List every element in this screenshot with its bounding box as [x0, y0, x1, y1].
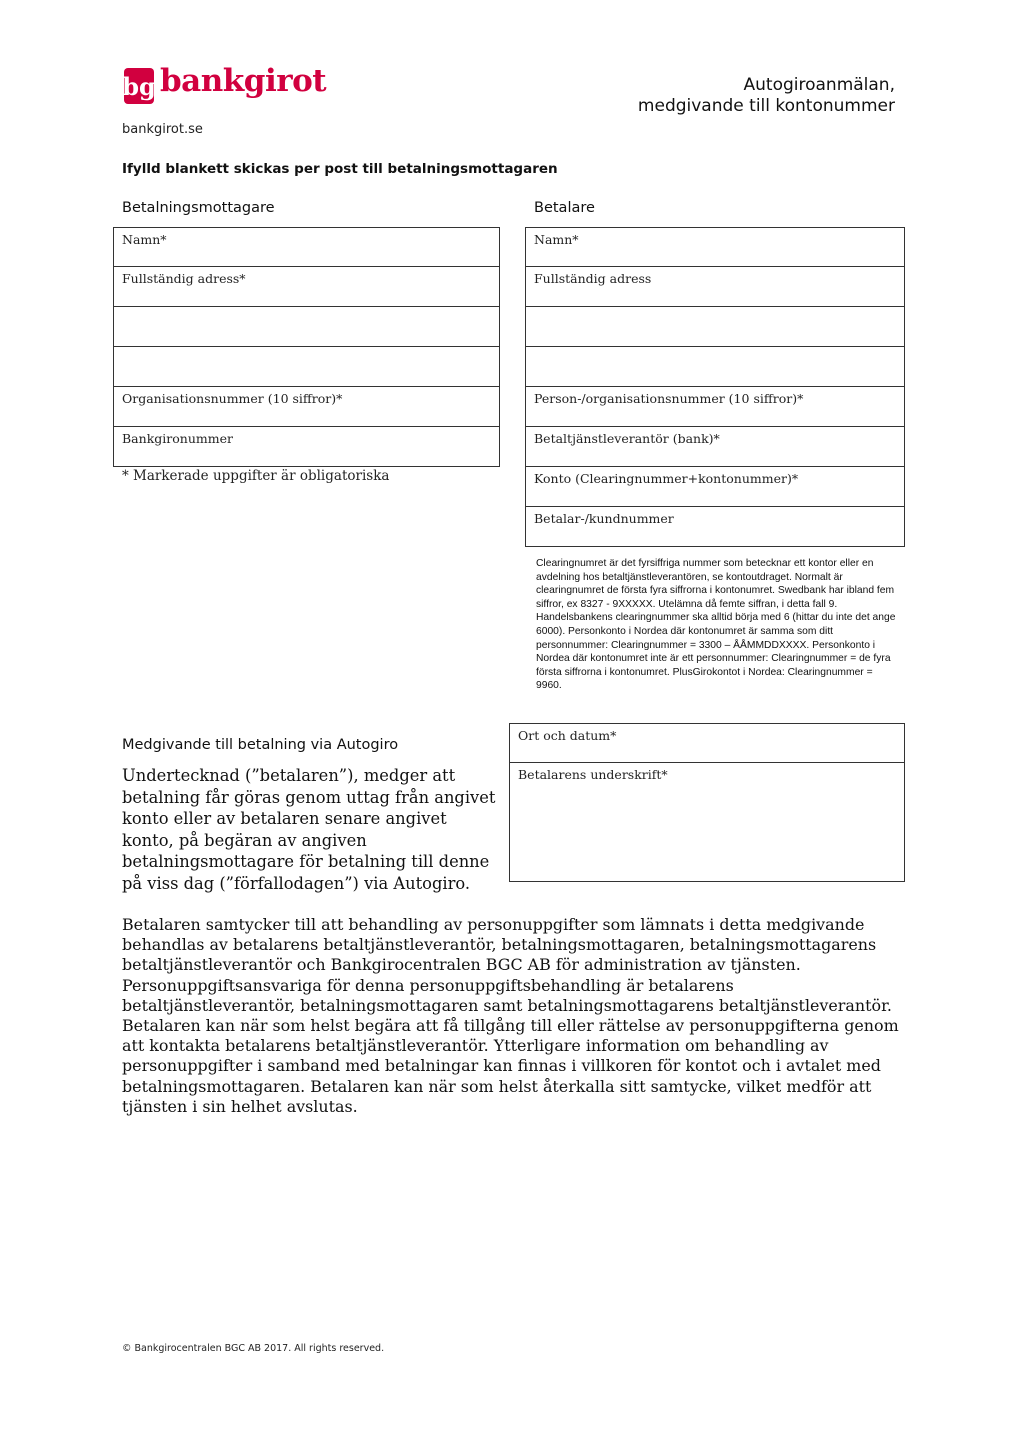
privacy-consent-text: Betalaren samtycker till att behandling av personuppgifter som lämnats i detta medgivande behandlas av betalarens betaltjänstleverantör, betalningsmottagaren, betalningsmottagarens betaltjänstleverantör och Bankgirocentralen BGC AB för administration av tjänsten. Personuppgiftsansvariga för denna personuppgiftsbehandling är betalarens betaltjänstleverantör, betalningsmottagaren samt betalningsmottagarens betaltjänstleverantör. Betalaren kan när som helst begära att få tillgång till eller rättelse av personuppgifterna genom att kontakta betalarens betaltjänstleverantör. Ytterligare information om behandling av personuppgifter i samband med betalningar kan finnas i villkoren för kontot och i avtalet med betalningsmottagaren. Betalaren kan när som helst återkalla sitt samtycke, vilket medför att tjänsten i sin helhet avslutas.: [122, 915, 899, 1116]
payee-org-number-label: Organisationsnummer (10 siffror)*: [122, 391, 343, 406]
payer-name-field[interactable]: [525, 227, 905, 267]
payee-heading: Betalningsmottagare: [122, 200, 275, 216]
consent-heading: Medgivande till betalning via Autogiro: [122, 737, 399, 753]
payer-address-line2-field[interactable]: [525, 307, 905, 347]
copyright-notice: © Bankgirocentralen BGC AB 2017. All rights reserved.: [122, 1343, 385, 1354]
payer-signature-field[interactable]: [509, 763, 905, 882]
place-date-label: Ort och datum*: [518, 728, 617, 743]
payer-bank-label: Betaltjänstleverantör (bank)*: [534, 431, 720, 446]
document-title-line2: medgivande till kontonummer: [637, 96, 895, 116]
payee-bankgiro-field[interactable]: [113, 427, 500, 467]
document-title-line1: Autogiroanmälan,: [743, 75, 895, 95]
payer-address-line3-field[interactable]: [525, 347, 905, 387]
document-title: [638, 75, 895, 117]
payer-account-field[interactable]: [525, 467, 905, 507]
bankgirot-logo: [122, 63, 327, 110]
payer-signature-label: Betalarens underskrift*: [518, 767, 668, 782]
payer-address-label: Fullständig adress: [534, 271, 652, 286]
payee-address-label: Fullständig adress*: [122, 271, 246, 286]
payer-account-label: Konto (Clearingnummer+kontonummer)*: [534, 471, 799, 486]
payee-name-label: Namn*: [122, 232, 167, 247]
payer-bank-field[interactable]: [525, 427, 905, 467]
payer-address-field[interactable]: [525, 267, 905, 307]
place-date-field[interactable]: [509, 723, 905, 763]
consent-text: Undertecknad (”betalaren”), medger att betalning får göras genom uttag från angivet konto eller av betalaren senare angivet konto, på begäran av angiven betalningsmottagare för betalning till denne på viss dag (”förfallodagen”) via Autogiro.: [122, 766, 496, 893]
payee-address-line3-field[interactable]: [113, 347, 500, 387]
payer-id-number-field[interactable]: [525, 387, 905, 427]
signature-form: [509, 723, 905, 882]
site-url: bankgirot.se: [122, 122, 203, 137]
required-fields-note: * Markerade uppgifter är obligatoriska: [122, 468, 390, 484]
payer-heading: Betalare: [534, 200, 595, 216]
payer-customer-number-field[interactable]: [525, 507, 905, 547]
payee-address-line2-field[interactable]: [113, 307, 500, 347]
bankgirot-logo-icon: [124, 66, 154, 108]
payer-id-number-label: Person-/organisationsnummer (10 siffror)*: [534, 391, 804, 406]
clearing-number-note: Clearingnumret är det fyrsiffriga nummer som betecknar ett kontor eller en avdelning hos betaltjänstleverantören, se kontoutdraget. Normalt är clearingnumret de första fyra siffrorna i kontonumret. Swedbank har ibland fem siffror, ex 8327 - 9XXXXX. Utelämna då femte siffran, i detta fall 9. Handelsbankens clearingnummer ska alltid börja med 6 (hittar du inte det ange 6000). Personkonto i Nordea där kontonumret är samma som ditt personnummer: Clearingnummer = 3300 – ÅÅMMDDXXXX. Personkonto i Nordea där kontonumret inte är ett personnummer: Clearingnummer = de fyra första siffrorna i kontonumret. PlusGirokontot i Nordea: Clearingnummer = 9960.: [536, 558, 896, 692]
svg-text:bg: bg: [122, 72, 156, 101]
payer-customer-number-label: Betalar-/kundnummer: [534, 511, 674, 526]
logo-wordmark: bankgirot: [160, 63, 327, 99]
payee-org-number-field[interactable]: [113, 387, 500, 427]
mailing-instruction: Ifylld blankett skickas per post till betalningsmottagaren: [122, 161, 558, 177]
payer-name-label: Namn*: [534, 232, 579, 247]
payee-form: [113, 227, 500, 467]
payee-address-field[interactable]: [113, 267, 500, 307]
payer-form: [525, 227, 905, 547]
payee-name-field[interactable]: [113, 227, 500, 267]
payee-bankgiro-label: Bankgironummer: [122, 431, 233, 446]
